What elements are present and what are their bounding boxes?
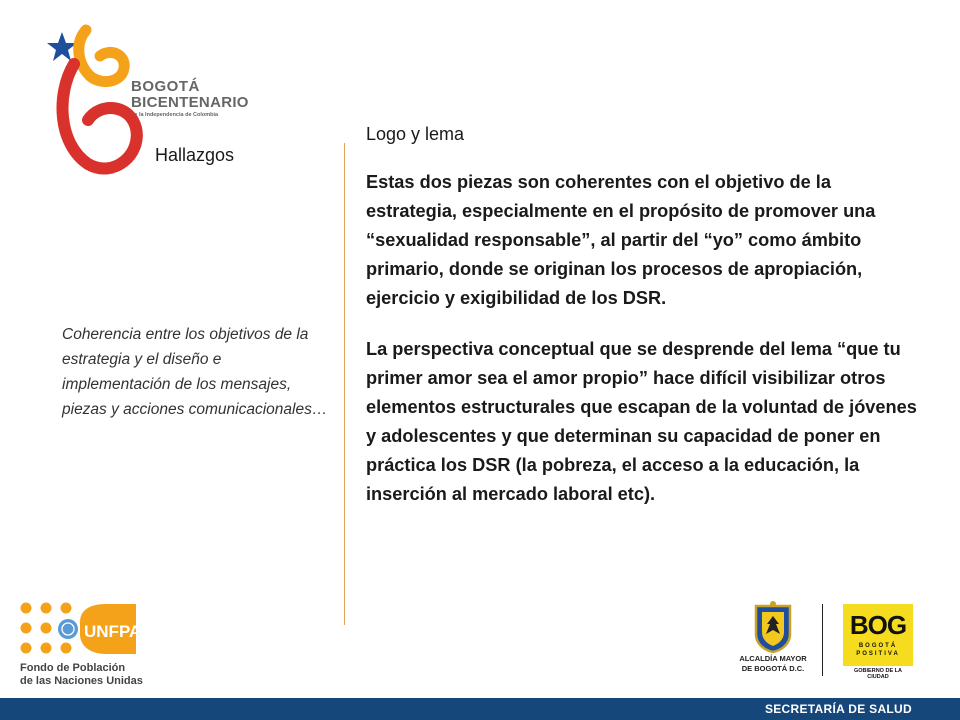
unfpa-caption-line2: de las Naciones Unidas (20, 675, 143, 687)
bog-badge (843, 604, 913, 666)
main-content (366, 120, 926, 531)
bicentenario-line2: BICENTENARIO (131, 94, 249, 111)
footer-label: SECRETARÍA DE SALUD (764, 702, 912, 716)
vertical-divider (344, 143, 345, 625)
footer-bar (0, 698, 960, 720)
bicentenario-line3: de la Independencia de Colombia (131, 112, 219, 118)
orange-b-stroke (79, 30, 124, 82)
bog-subtitle (843, 642, 913, 658)
alcaldia-caption (728, 654, 818, 674)
bog-sub-line2: POSITIVA (856, 651, 900, 657)
unfpa-logo (18, 600, 148, 690)
logo-separator (822, 604, 823, 676)
star-icon (47, 32, 77, 61)
unfpa-wordmark: UNFPA (84, 622, 142, 641)
paragraph-2: La perspectiva conceptual que se desprende del lema “que tu primer amor sea el amor propio” hace difícil visibilizar otros elementos estructurales que escapan de la voluntad de jóvenes y adolescentes y que determinan su capacidad de poner en práctica los DSR (la pobreza, el acceso a la educación, la inserción al mercado laboral etc). (366, 339, 917, 504)
section-label: Hallazgos (155, 145, 235, 165)
unfpa-caption (20, 662, 143, 688)
unfpa-caption-line1: Fondo de Población (20, 662, 126, 674)
bog-mark: BOG (849, 610, 907, 640)
bicentenario-wordmark (131, 79, 249, 119)
alcaldia-logo (728, 600, 818, 685)
bog-caption: GOBIERNO DE LA CIUDAD (854, 668, 902, 680)
alcaldia-caption-line1: ALCALDÍA MAYOR (739, 654, 807, 663)
unfpa-mark-icon (18, 600, 148, 660)
alcaldia-caption-line2: DE BOGOTÁ D.C. (741, 664, 805, 673)
bog-sub-line1: BOGOTÁ (858, 643, 898, 649)
bicentenario-line1: BOGOTÁ (131, 78, 200, 95)
content-title: Logo y lema (366, 124, 465, 144)
paragraph-1: Estas dos piezas son coherentes con el objetivo de la estrategia, especialmente en el propósito de promover una “sexualidad responsable”, al partir del “yo” como ámbito primario, donde se originan los procesos de apropiación, ejercicio y exigibilidad de los DSR. (366, 172, 876, 308)
side-note: Coherencia entre los objetivos de la estrategia y el diseño e implementación de los mensajes, piezas y acciones comunicacionales… (62, 326, 328, 418)
bogota-positiva-logo (843, 604, 913, 680)
coat-of-arms-icon (728, 600, 818, 654)
